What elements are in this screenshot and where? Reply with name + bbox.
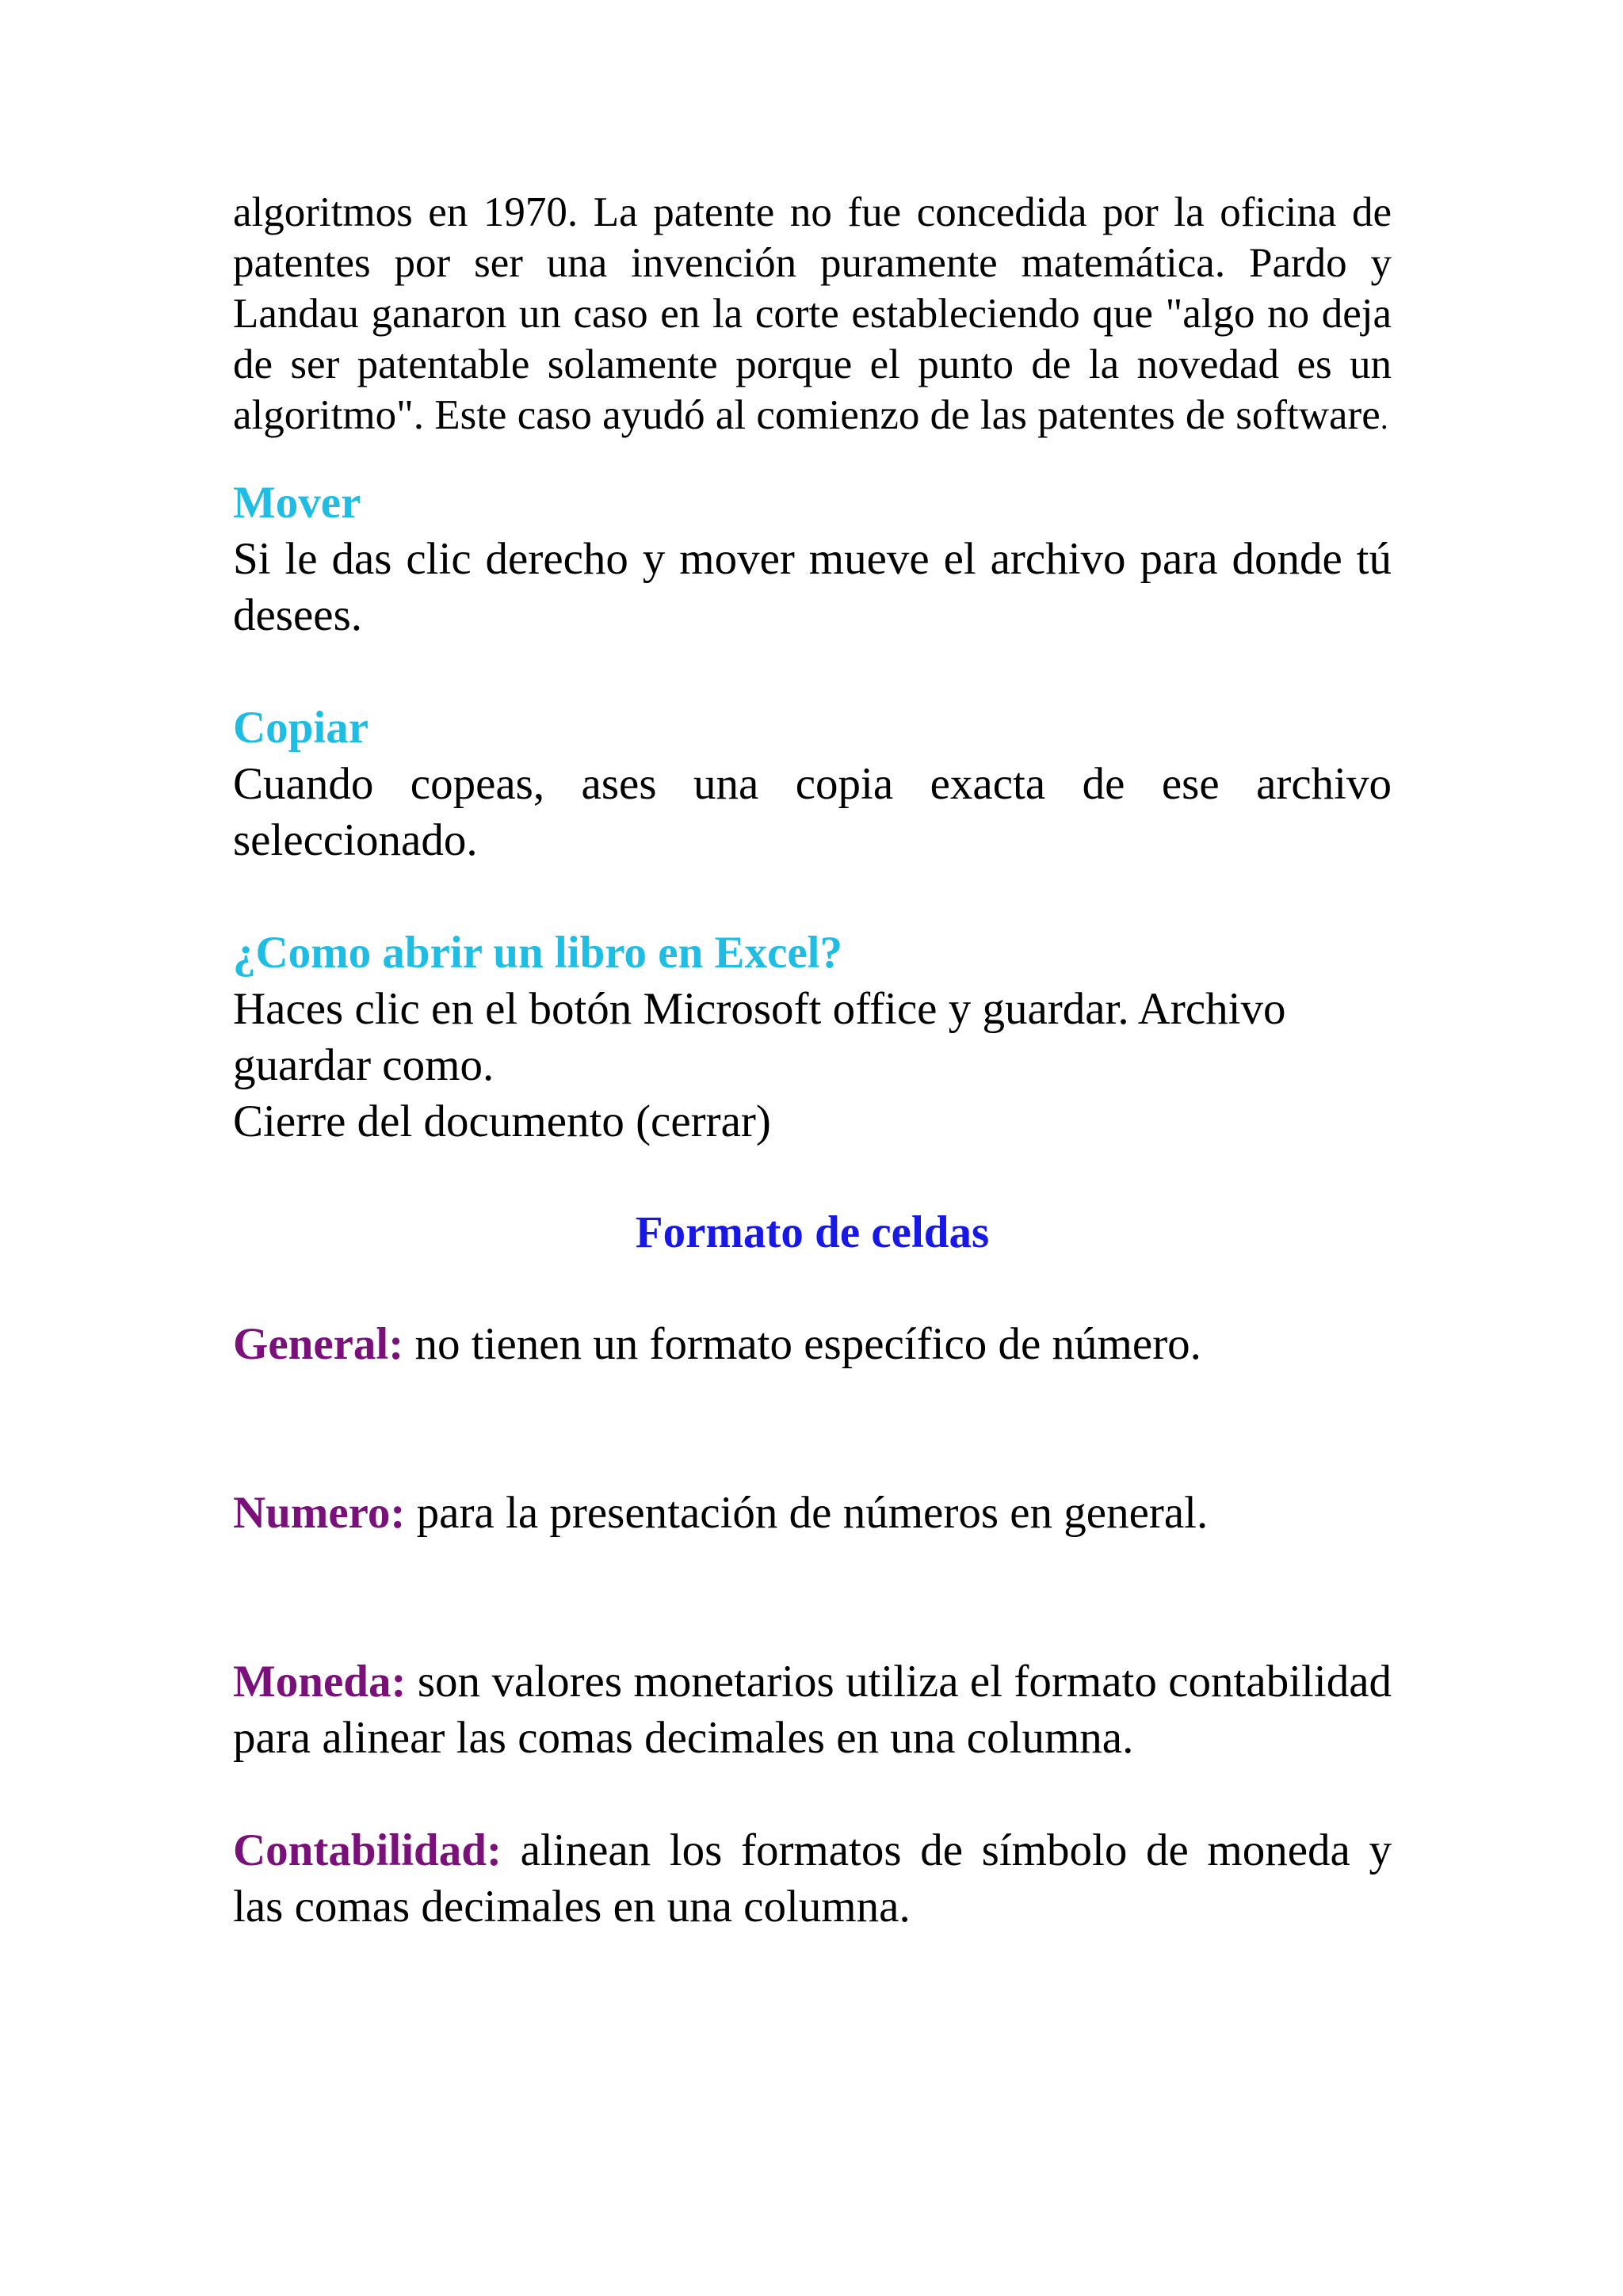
document-body	[233, 187, 1392, 1935]
heading-copiar: Copiar	[233, 703, 369, 753]
format-item-moneda	[233, 1653, 1392, 1766]
format-description: alinean los formatos de símbolo de moneda y las comas decimales en una columna.	[233, 1825, 1392, 1932]
intro-end-mark: .	[1380, 400, 1388, 436]
intro-text: algoritmos en 1970. La patente no fue concedida por la oficina de patentes por ser una invención puramente matemática. Pardo y Landau ganaron un caso en la corte estableciendo que "algo no deja de ser patentable solamente porque el punto de la novedad es un algoritmo". Este caso ayudó al comienzo de las patentes de software	[233, 189, 1392, 438]
formato-celdas-title: Formato de celdas	[635, 1207, 990, 1257]
intro-paragraph	[233, 187, 1392, 444]
format-item-contabilidad	[233, 1822, 1392, 1935]
format-item-general	[233, 1316, 1392, 1372]
format-term: Moneda:	[233, 1657, 407, 1707]
abrir-libro-paragraph: Haces clic en el botón Microsoft office y guardar. Archivo guardar como.	[233, 984, 1286, 1090]
heading-abrir-libro: ¿Como abrir un libro en Excel?	[233, 928, 842, 978]
format-term: General:	[233, 1319, 404, 1369]
format-description: para la presentación de números en general.	[405, 1488, 1209, 1538]
copiar-paragraph: Cuando copeas, ases una copia exacta de ese archivo seleccionado.	[233, 759, 1392, 865]
format-description: son valores monetarios utiliza el formato contabilidad para alinear las comas decimales en una columna.	[233, 1657, 1392, 1763]
format-description: no tienen un formato específico de número.	[403, 1319, 1201, 1369]
heading-mover: Mover	[233, 478, 361, 528]
format-item-numero	[233, 1485, 1392, 1541]
abrir-libro-extra: Cierre del documento (cerrar)	[233, 1097, 771, 1146]
format-term: Contabilidad:	[233, 1825, 502, 1875]
mover-paragraph: Si le das clic derecho y mover mueve el archivo para donde tú desees.	[233, 534, 1392, 640]
format-term: Numero:	[233, 1488, 406, 1538]
